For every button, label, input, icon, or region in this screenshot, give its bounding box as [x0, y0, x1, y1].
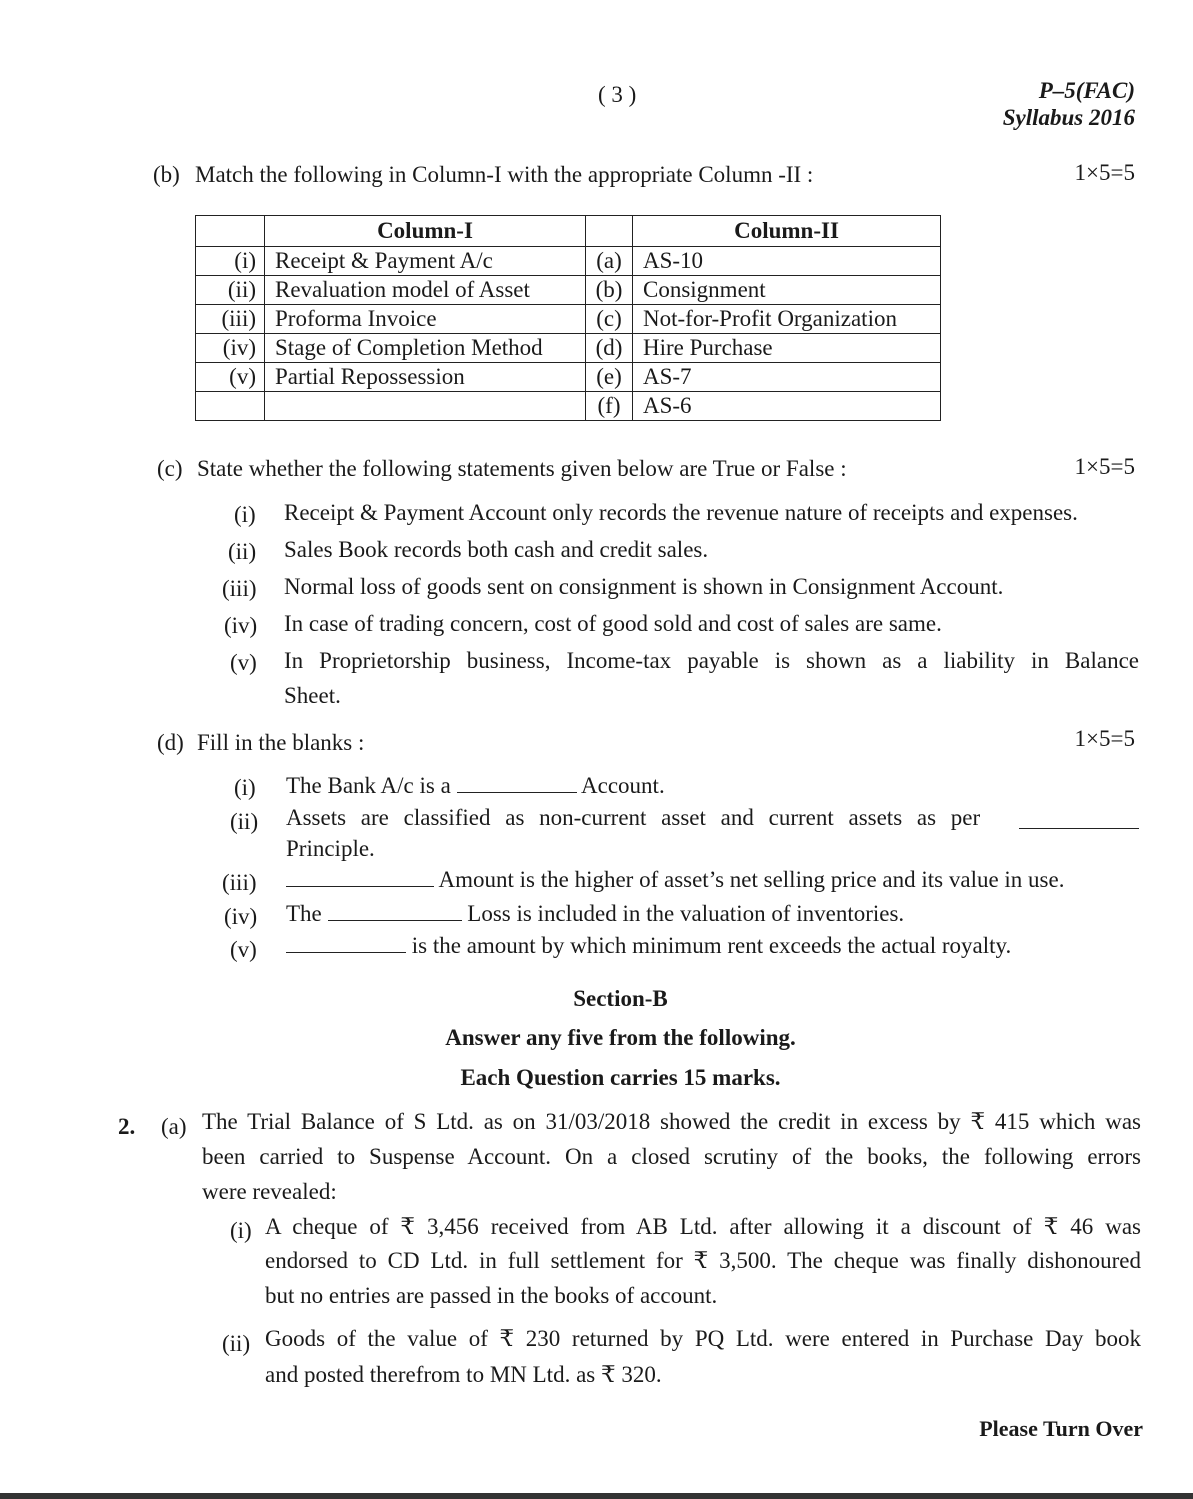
table-row: (f) AS-6: [196, 392, 941, 421]
blank-line: [286, 951, 406, 953]
question-text-line: were revealed:: [202, 1179, 337, 1204]
question-part-label: (a): [161, 1114, 187, 1139]
question-text-line: been carried to Suspense Account. On a closed scrutiny of the books, the following errors: [202, 1144, 1141, 1169]
table-row: (iv) Stage of Completion Method (d) Hire Purchase: [196, 334, 941, 363]
list-item: Normal loss of goods sent on consignment is shown in Consignment Account.: [284, 574, 1004, 599]
table-row: (v) Partial Repossession (e) AS-7: [196, 363, 941, 392]
list-item: Sales Book records both cash and credit sales.: [284, 537, 709, 562]
column-2-header: Column-II: [633, 216, 941, 247]
match-table: [195, 215, 941, 421]
part-c-label: (c): [157, 456, 183, 481]
list-item-number: (iii): [222, 870, 257, 895]
list-item: The Loss is included in the valuation of inventories.: [286, 901, 905, 926]
list-item-number: (ii): [230, 809, 259, 834]
question-text-line: The Trial Balance of S Ltd. as on 31/03/2018 showed the credit in excess by ₹ 415 which was: [202, 1109, 1141, 1134]
list-item-number: (i): [230, 1218, 252, 1243]
section-marks-note: Each Question carries 15 marks.: [460, 1065, 781, 1090]
part-b-marks: 1×5=5: [1074, 160, 1135, 185]
please-turn-over: Please Turn Over: [979, 1416, 1143, 1441]
list-item-number: (v): [230, 650, 257, 675]
blank-line: [328, 919, 462, 921]
part-c-instruction: State whether the following statements given below are True or False :: [197, 456, 847, 481]
section-instruction: Answer any five from the following.: [445, 1025, 796, 1050]
table-row: (iii) Proforma Invoice (c) Not-for-Profit Organization: [196, 305, 941, 334]
question-number: 2.: [118, 1114, 136, 1139]
list-item-number: (iv): [224, 904, 258, 929]
match-table-header: [196, 216, 941, 247]
blank-line: [1019, 827, 1139, 829]
page-number: ( 3 ): [598, 82, 637, 107]
list-item-continued: but no entries are passed in the books of account.: [265, 1283, 718, 1308]
list-item: is the amount by which minimum rent exceeds the actual royalty.: [286, 933, 1011, 959]
list-item: In Proprietorship business, Income-tax payable is shown as a liability in Balance: [284, 648, 1139, 673]
list-item: Amount is the higher of asset’s net selling price and its value in use.: [286, 867, 1064, 893]
page-bottom-rule: [0, 1493, 1193, 1499]
list-item-number: (i): [234, 502, 256, 527]
list-item: Assets are classified as non-current asset and current assets as per: [286, 805, 1139, 831]
list-item-continued: Principle.: [286, 836, 375, 861]
list-item: The Bank A/c is a Account.: [286, 773, 665, 798]
list-item-continued: endorsed to CD Ltd. in full settlement for ₹ 3,500. The cheque was finally dishonoured: [265, 1248, 1141, 1273]
table-row: (ii) Revaluation model of Asset (b) Consignment: [196, 276, 941, 305]
list-item-continued: and posted therefrom to MN Ltd. as ₹ 320.: [265, 1362, 662, 1387]
table-row: (i) Receipt & Payment A/c (a) AS-10: [196, 247, 941, 276]
list-item-number: (v): [230, 937, 257, 962]
list-item: In case of trading concern, cost of good sold and cost of sales are same.: [284, 611, 942, 636]
part-c-marks: 1×5=5: [1074, 454, 1135, 479]
part-b-instruction: Match the following in Column-I with the appropriate Column -II :: [195, 162, 814, 187]
list-item-number: (iv): [224, 613, 258, 638]
list-item-continued: Sheet.: [284, 683, 341, 708]
list-item-number: (ii): [228, 539, 257, 564]
column-1-header: Column-I: [265, 216, 586, 247]
part-d-label: (d): [157, 730, 184, 755]
list-item-number: (iii): [222, 576, 257, 601]
blank-line: [457, 791, 577, 793]
list-item: Receipt & Payment Account only records the revenue nature of receipts and expenses.: [284, 500, 1078, 525]
part-d-instruction: Fill in the blanks :: [197, 730, 365, 755]
list-item: Goods of the value of ₹ 230 returned by PQ Ltd. were entered in Purchase Day book: [265, 1326, 1141, 1351]
section-title: Section-B: [573, 986, 668, 1011]
syllabus-label: Syllabus 2016: [1002, 105, 1135, 130]
part-b-label: (b): [153, 162, 180, 187]
part-d-marks: 1×5=5: [1074, 726, 1135, 751]
list-item-number: (ii): [222, 1331, 251, 1356]
list-item-number: (i): [234, 775, 256, 800]
blank-line: [286, 885, 434, 887]
list-item: A cheque of ₹ 3,456 received from AB Ltd. after allowing it a discount of ₹ 46 was: [265, 1214, 1141, 1239]
paper-code: P–5(FAC): [1038, 78, 1135, 103]
